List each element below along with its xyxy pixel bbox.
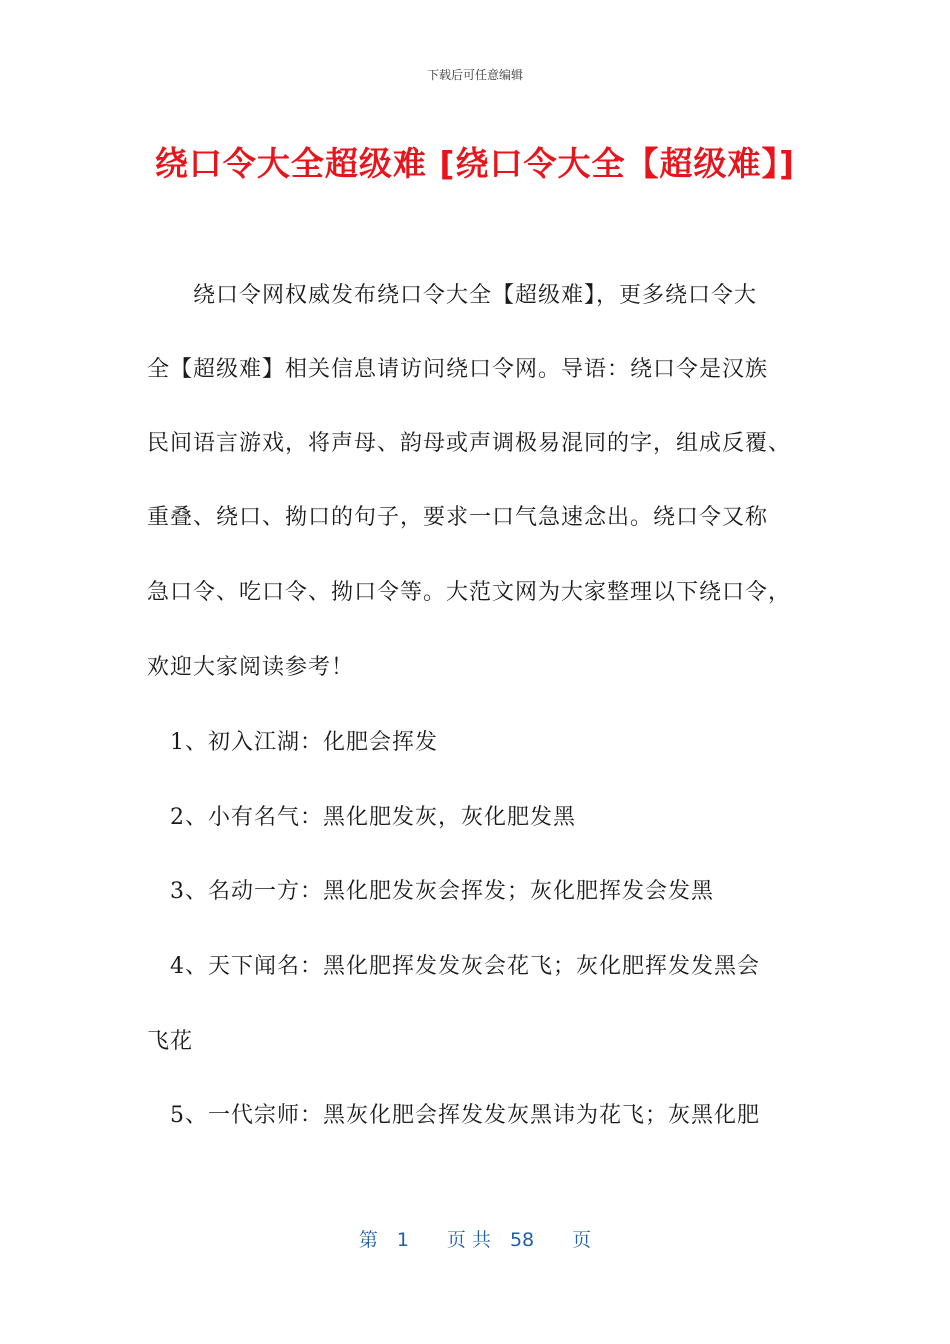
list-item: 1、初入江湖：化肥会挥发	[147, 730, 438, 755]
body-line: 重叠、绕口、拗口的句子，要求一口气急速念出。绕口令又称	[147, 505, 769, 530]
header-note: 下载后可任意编辑	[426, 68, 523, 82]
body-line: 民间语言游戏，将声母、韵母或声调极易混同的字，组成反覆、	[147, 431, 792, 456]
list-item-continuation: 飞花	[147, 1029, 194, 1054]
body-line: 全【超级难】相关信息请访问绕口令网。导语：绕口令是汉族	[147, 357, 769, 382]
list-item: 5、一代宗师：黑灰化肥会挥发发灰黑讳为花飞；灰黑化肥	[147, 1103, 760, 1128]
body-line: 急口令、吃口令、拗口令等。大范文网为大家整理以下绕口令，	[147, 580, 792, 605]
body-line: 欢迎大家阅读参考！	[147, 655, 355, 680]
list-item: 2、小有名气：黑化肥发灰，灰化肥发黑	[147, 805, 576, 830]
list-item: 3、名动一方：黑化肥发灰会挥发；灰化肥挥发会发黑	[147, 879, 714, 904]
body-line: 绕口令网权威发布绕口令大全【超级难】，更多绕口令大	[147, 283, 758, 308]
page-footer: 第 1 页 共 58 页	[358, 1229, 592, 1251]
list-item: 4、天下闻名：黑化肥挥发发灰会花飞；灰化肥挥发发黑会	[147, 954, 760, 979]
page-title: 绕口令大全超级难 [绕口令大全【超级难】]	[154, 144, 796, 183]
